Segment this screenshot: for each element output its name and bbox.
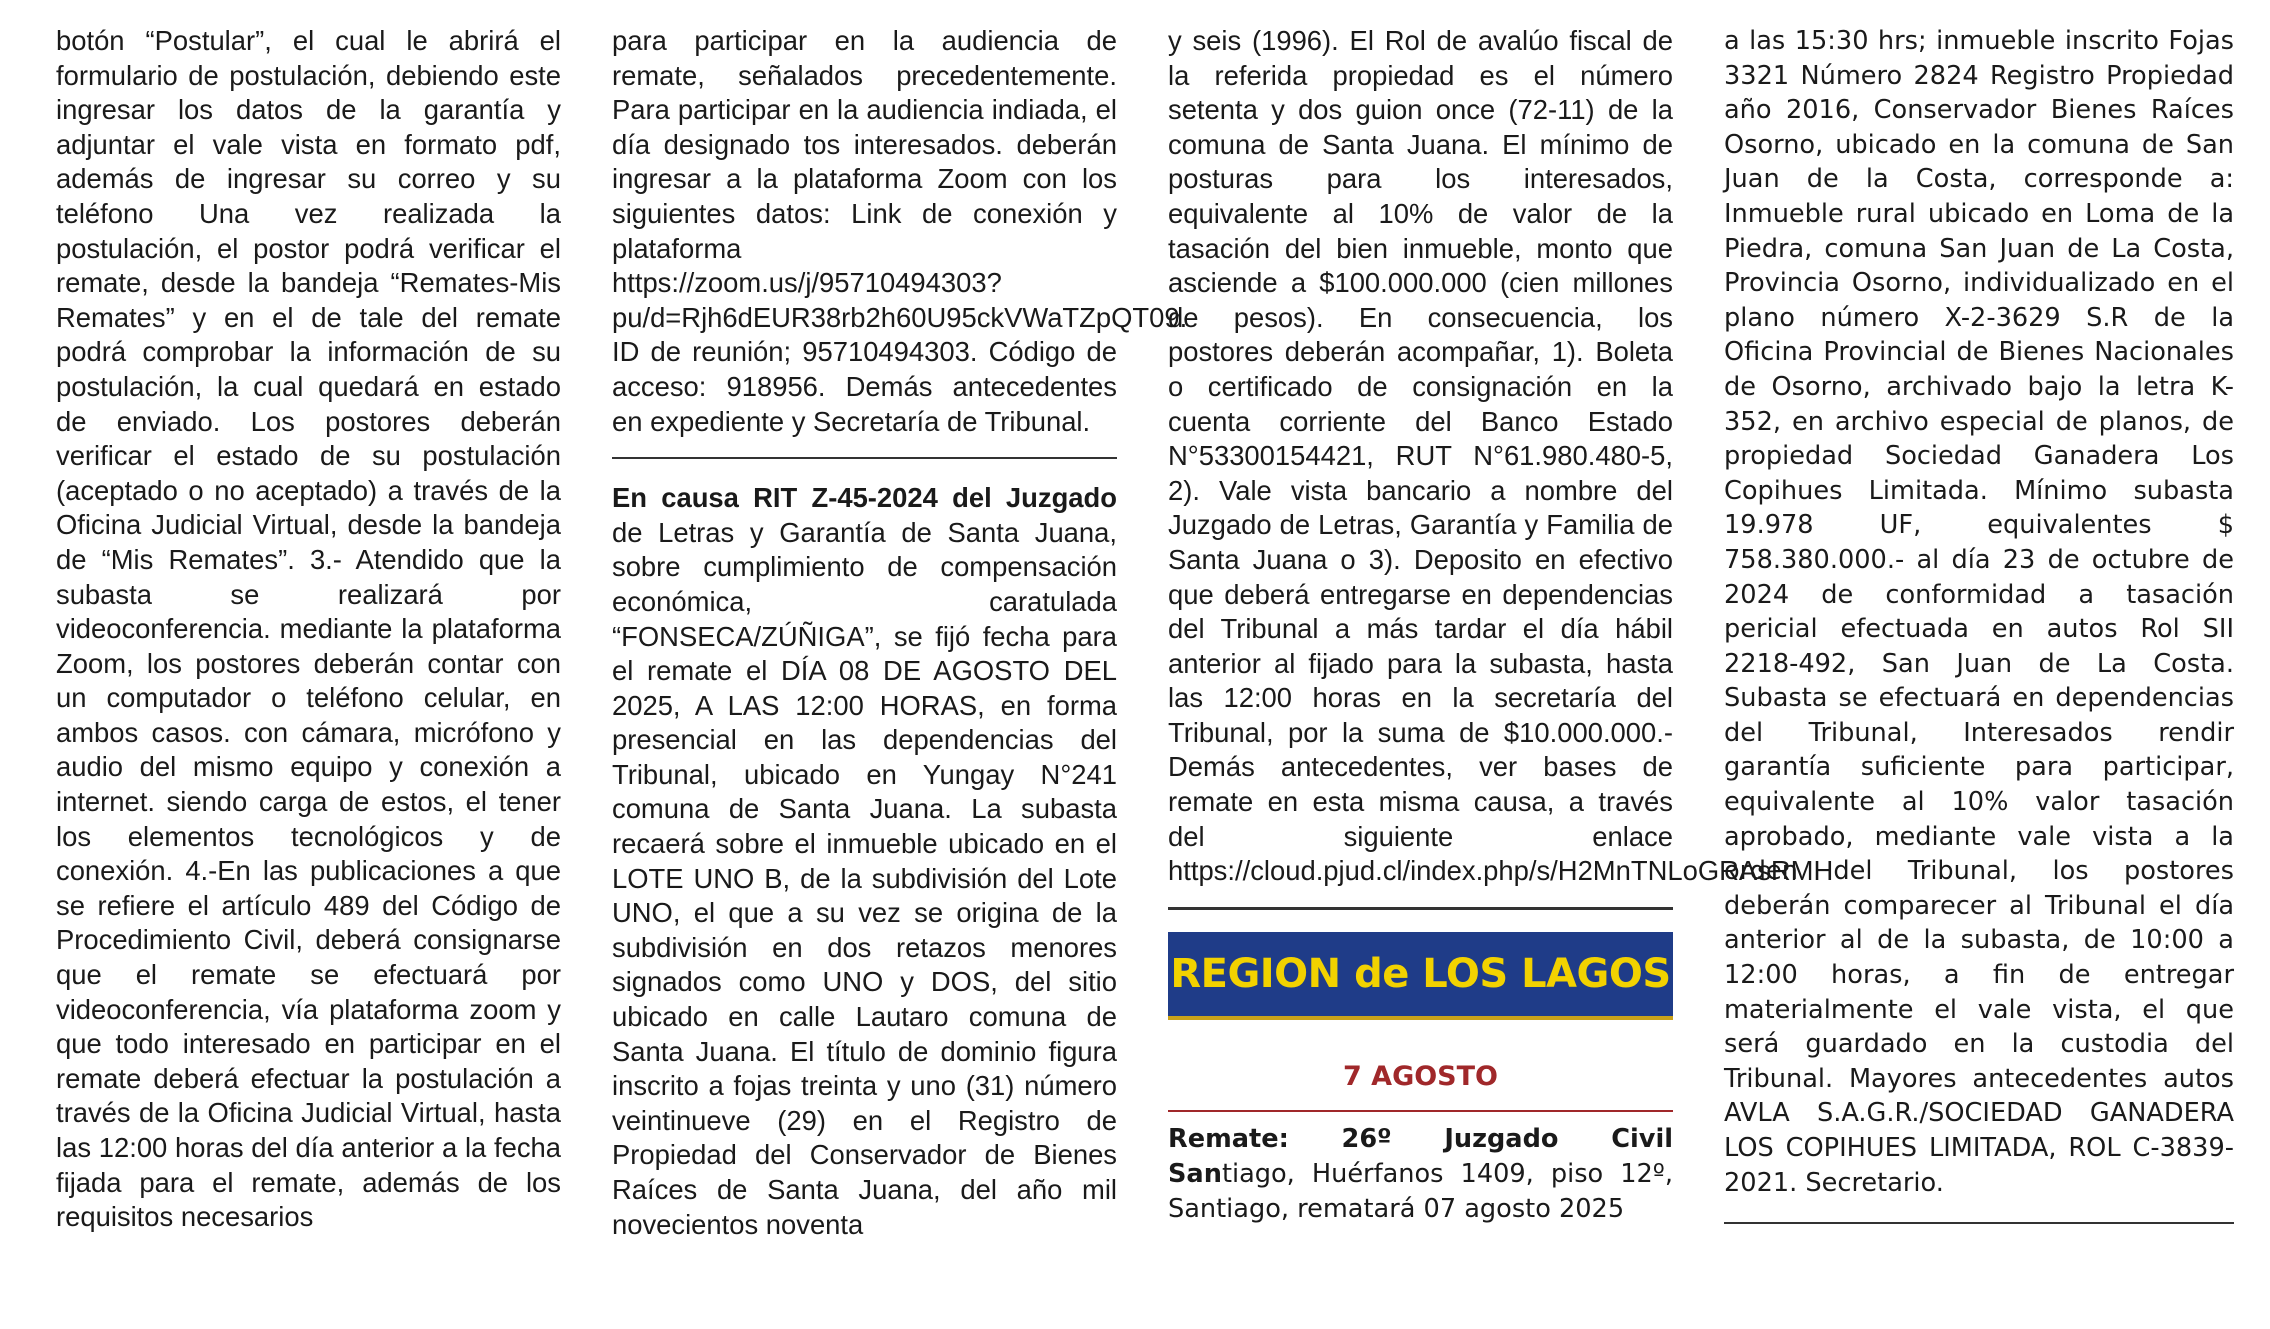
notice-text: botón “Postular”, el cual le abrirá el formulario de postulación, debiendo este ingresar los datos de la garantía y adjuntar el vale vista en formato pdf, además de ingresar su correo y su teléfono Una vez realizada la postulación, el postor podrá verificar el remate, desde la bandeja “Remates-Mis Remates” y en el de tale del remate podrá comprobar la información de su postulación, la cual quedará en estado de enviado. Los postores deberán verificar el estado de su postulación (aceptado o no aceptado) a través de la Oficina Judicial Virtual, desde la bandeja de “Mis Remates”. 3.- Atendido que la subasta se realizará por videoconferencia. mediante la plataforma Zoom, los postores deberán contar con un computador o teléfono celular, en ambos casos. con cámara, micrófono y audio del mismo equipo y conexión a internet. siendo carga de estos, el tener los elementos tecnológicos y de conexión. 4.-En las publicaciones a que se refiere el artículo 489 del Código de Procedimiento Civil, deberá consignarse que el remate se efectuará por videoconferencia, vía plataforma zoom y que todo interesado en participar en el remate deberá efectuar la postulación a través de la Oficina Judicial Virtual, hasta las 12:00 horas del día anterior a la fecha fijada para el remate, además de los requisitos necesarios	[56, 25, 561, 1233]
divider	[612, 457, 1117, 459]
column-3	[1168, 24, 1834, 1226]
notice-text: tiago, Huérfanos 1409, piso 12º, Santiago, rematará 07 agosto 2025	[1168, 1159, 1673, 1224]
notice-text: y seis (1996). El Rol de avalúo fiscal de la referida propiedad es el número setenta y dos guion once (72-11) de la comuna de Santa Juana. El mínimo de posturas para los interesados, equivalente al 10% de valor de la tasación del bien inmueble, monto que asciende a $100.000.000 (cien millones de pesos). En consecuencia, los postores deberán acompañar, 1). Boleta o certificado de consignación en la cuenta corriente del Banco Estado N°53300154421, RUT N°61.980.480-5, 2). Vale vista bancario a nombre del Juzgado de Letras, Garantía y Familia de Santa Juana o 3). Deposito en efectivo que deberá entregarse en dependencias del Tribunal a más tardar el día hábil anterior al fijado para la subasta, hasta las 12:00 horas en la secretaría del Tribunal, por la suma de $10.000.000.- Demás antecedentes, ver bases de remate en esta misma causa, a través del siguiente enlace https://cloud.pjud.cl/index.php/s/H2MnTNLoGRAsRMH	[1168, 25, 1834, 887]
notice-paragraph	[612, 481, 1117, 1242]
notice-lead: En causa RIT Z-45-2024 del Juzgado	[612, 482, 1117, 514]
column-1	[56, 24, 561, 1235]
region-banner: REGION de LOS LAGOS	[1168, 932, 1673, 1020]
column-2	[612, 24, 1188, 1242]
divider	[1724, 1222, 2234, 1224]
notice-text: para participar en la audiencia de remate, señalados precedentemente. Para participar en la audiencia indiada, el día designado tos interesados. deberán ingresar a la plataforma Zoom con los siguientes datos: Link de conexión y plataforma https://zoom.us/j/95710494303?pu/d=Rjh6dEUR38rb2h60U95ckVWaTZpQT09. ID de reunión; 95710494303. Código de acceso: 918956. Demás antecedentes en expediente y Secretaría de Tribunal.	[612, 25, 1188, 437]
notice-lead: Remate: 26º Juzgado Civil San	[1168, 1124, 1673, 1190]
notice-text: a las 15:30 hrs; inmueble inscrito Fojas 3321 Número 2824 Registro Propiedad año 2016, Conservador Bienes Raíces Osorno, ubicado en la comuna de San Juan de la Costa, corresponde a: Inmueble rural ubicado en Loma de la Piedra, comuna San Juan de La Costa, Provincia Osorno, individualizado en el plano número X-2-3629 S.R de la Oficina Provincial de Bienes Nacionales de Osorno, archivado bajo la letra K-352, en archivo especial de planos, de propiedad Sociedad Ganadera Los Copihues Limitada. Mínimo subasta 19.978 UF, equivalentes $ 758.380.000.- al día 23 de octubre de 2024 de conformidad a tasación pericial efectuada en autos Rol SII 2218-492, San Juan de La Costa. Subasta se efectuará en dependencias del Tribunal, Interesados rendir garantía suficiente para participar, equivalente al 10% valor tasación aprobado, mediante vale vista a la orden del Tribunal, los postores deberán comparecer al Tribunal el día anterior al de la subasta, de 10:00 a 12:00 horas, a fin de entregar materialmente el vale vista, el que será guardado en la custodia del Tribunal. Mayores antecedentes autos AVLA S.A.G.R./SOCIEDAD GANADERA LOS COPIHUES LIMITADA, ROL C-3839-2021. Secretario.	[1724, 26, 2234, 1198]
column-4	[1724, 24, 2234, 1224]
notice-text: de Letras y Garantía de Santa Juana, sobre cumplimiento de compensación económica, caratulada “FONSECA/ZÚÑIGA”, se fijó fecha para el remate el DÍA 08 DE AGOSTO DEL 2025, A LAS 12:00 HORAS, en forma presencial en las dependencias del Tribunal, ubicado en Yungay N°241 comuna de Santa Juana. La subasta recaerá sobre el inmueble ubicado en el LOTE UNO B, de la subdivisión del Lote UNO, el que a su vez se origina de la subdivisión en dos retazos menores signados como UNO y DOS, del sitio ubicado en calle Lautaro comuna de Santa Juana. El título de dominio figura inscrito a fojas treinta y uno (31) número veintinueve (29) en el Registro de Propiedad del Conservador de Bienes Raíces de Santa Juana, del año mil novecientos noventa	[612, 516, 1117, 1240]
notice-paragraph	[1168, 1122, 1673, 1226]
divider	[1168, 907, 1673, 910]
date-heading: 7 AGOSTO	[1168, 1060, 1673, 1113]
